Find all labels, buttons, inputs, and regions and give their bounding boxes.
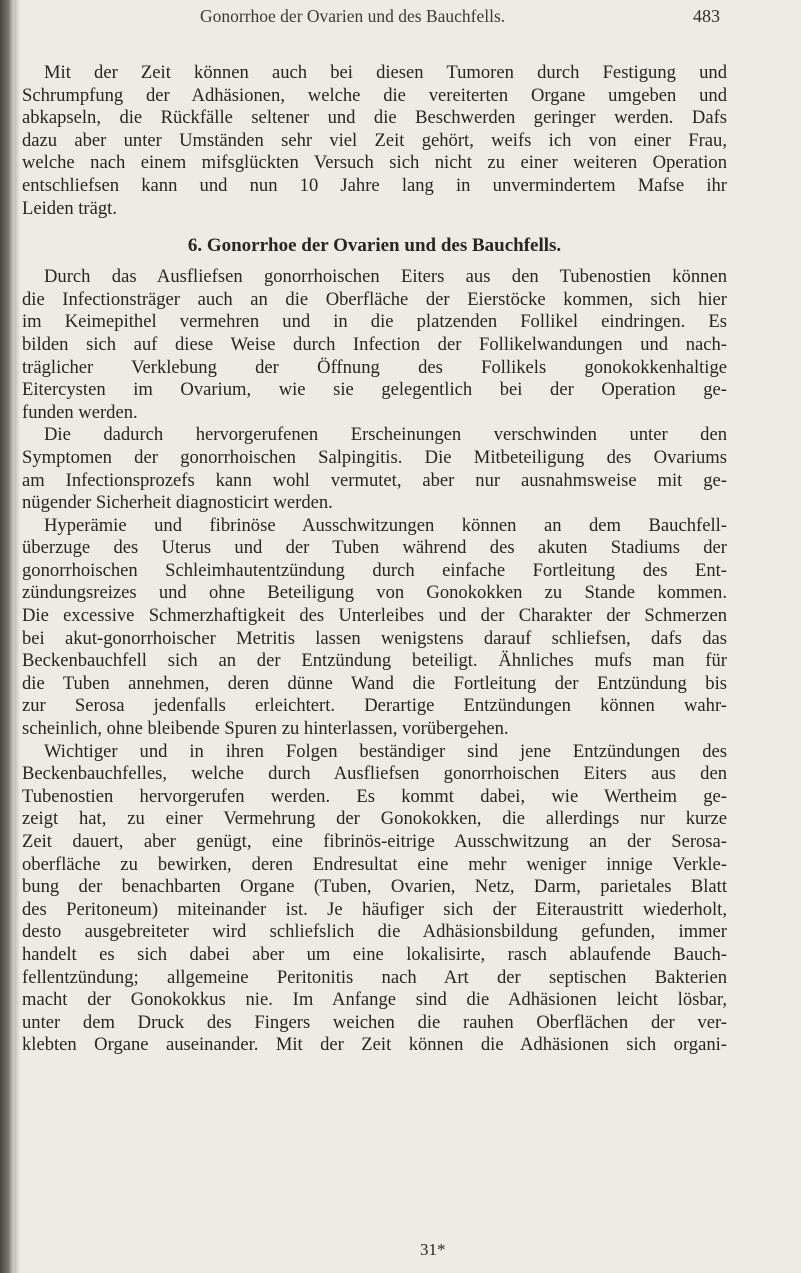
text-line: dazu aber unter Umständen sehr viel Zeit gehört, weifs ich von einer Frau, <box>22 129 727 151</box>
text-line: Leiden trägt. <box>22 197 117 219</box>
text-line: die Infectionsträger auch an die Oberfläche der Eierstöcke kommen, sich hier <box>22 288 727 310</box>
text-line: Tubenostien hervorgerufen werden. Es kommt dabei, wie Wertheim ge- <box>22 785 727 807</box>
text-line: Eitercysten im Ovarium, wie sie gelegentlich bei der Operation ge- <box>22 379 727 401</box>
text-line: bung der benachbarten Organe (Tuben, Ovarien, Netz, Darm, parietales Blatt <box>22 876 727 898</box>
paragraph-group-after <box>22 266 727 1057</box>
text-line: macht der Gonokokkus nie. Im Anfange sind die Adhäsionen leicht lösbar, <box>22 989 727 1011</box>
text-line: handelt es sich dabei aber um eine lokalisirte, rasch ablaufende Bauch- <box>22 943 727 965</box>
text-line: Beckenbauchfelles, welche durch Ausfliefsen gonorrhoischen Eiters aus den <box>22 763 727 785</box>
book-spine-shadow <box>0 0 14 1273</box>
text-line: funden werden. <box>22 401 138 423</box>
book-gutter <box>14 0 20 1273</box>
text-line: zeigt hat, zu einer Vermehrung der Gonokokken, die allerdings nur kurze <box>22 808 727 830</box>
text-line: überzuge des Uterus und der Tuben während des akuten Stadiums der <box>22 537 727 559</box>
text-line: abkapseln, die Rückfälle seltener und die Beschwerden geringer werden. Dafs <box>22 107 727 129</box>
body-text <box>22 62 727 1057</box>
text-line: am Infectionsprozefs kann wohl vermutet, aber nur ausnahmsweise mit ge- <box>22 469 727 491</box>
text-line: Schrumpfung der Adhäsionen, welche die vereiterten Organe umgeben und <box>22 84 727 106</box>
section-heading: 6. Gonorrhoe der Ovarien und des Bauchfells. <box>187 235 562 257</box>
text-line: unter dem Druck des Fingers weichen die rauhen Oberflächen der ver- <box>22 1011 727 1033</box>
page-number: 483 <box>693 6 720 26</box>
text-line: klebten Organe auseinander. Mit der Zeit können die Adhäsionen sich organi- <box>22 1034 727 1056</box>
page-header <box>200 6 720 34</box>
text-line: desto ausgebreiteter wird schliefslich die Adhäsionsbildung gefunden, immer <box>22 921 727 943</box>
text-line: zündungsreizes und ohne Beteiligung von Gonokokken zu Stande kommen. <box>22 582 727 604</box>
text-line: entschliefsen kann und nun 10 Jahre lang in unvermindertem Mafse ihr <box>22 174 727 196</box>
text-line: träglicher Verklebung der Öffnung des Follikels gonokokkenhaltige <box>22 356 727 378</box>
text-line: zur Serosa jedenfalls erleichtert. Derartige Entzündungen können wahr- <box>22 695 727 717</box>
text-line: Hyperämie und fibrinöse Ausschwitzungen können an dem Bauchfell- <box>44 514 727 536</box>
text-line: Beckenbauchfell sich an der Entzündung beteiligt. Ähnliches mufs man für <box>22 650 727 672</box>
text-line: Die dadurch hervorgerufenen Erscheinungen verschwinden unter den <box>44 424 727 446</box>
running-title: Gonorrhoe der Ovarien und des Bauchfells. <box>200 6 506 26</box>
text-line: bilden sich auf diese Weise durch Infection der Follikelwandungen und nach- <box>22 333 727 355</box>
text-line: Zeit dauert, aber genügt, eine fibrinös-eitrige Ausschwitzung an der Serosa- <box>22 831 727 852</box>
text-line: welche nach einem mifsglückten Versuch sich nicht zu einer weiteren Operation <box>22 152 727 174</box>
text-line: die Tuben annehmen, deren dünne Wand die Fortleitung der Entzündung bis <box>22 672 727 694</box>
text-line: scheinlich, ohne bleibende Spuren zu hinterlassen, vorübergehen. <box>22 718 509 740</box>
text-line: oberfläche zu bewirken, deren Endresultat eine mehr weniger innige Verkle- <box>22 853 727 875</box>
text-line: Durch das Ausfliefsen gonorrhoischen Eiters aus den Tubenostien können <box>44 266 727 288</box>
text-line: Wichtiger und in ihren Folgen beständiger sind jene Entzündungen des <box>44 740 727 762</box>
text-line: Die excessive Schmerzhaftigkeit des Unterleibes und der Charakter der Schmerzen <box>22 605 727 627</box>
text-line: des Peritoneum) miteinander ist. Je häufiger sich der Eiteraustritt wiederholt, <box>22 898 727 920</box>
text-line: nügender Sicherheit diagnosticirt werden. <box>22 492 333 514</box>
text-line: bei akut-gonorrhoischer Metritis lassen wenigstens darauf schliefsen, dafs das <box>22 627 727 649</box>
text-line: Mit der Zeit können auch bei diesen Tumoren durch Festigung und <box>44 62 727 83</box>
text-line: im Keimepithel vermehren und in die platzenden Follikel eindringen. Es <box>22 311 727 333</box>
paragraph-group-before <box>22 62 727 220</box>
text-line: gonorrhoischen Schleimhautentzündung durch einfache Fortleitung des Ent- <box>22 559 727 581</box>
text-line: Symptomen der gonorrhoischen Salpingitis. Die Mitbeteiligung des Ovariums <box>22 446 727 468</box>
text-line: fellentzündung; allgemeine Peritonitis nach Art der septischen Bakterien <box>22 966 727 988</box>
signature-mark: 31* <box>420 1240 446 1259</box>
